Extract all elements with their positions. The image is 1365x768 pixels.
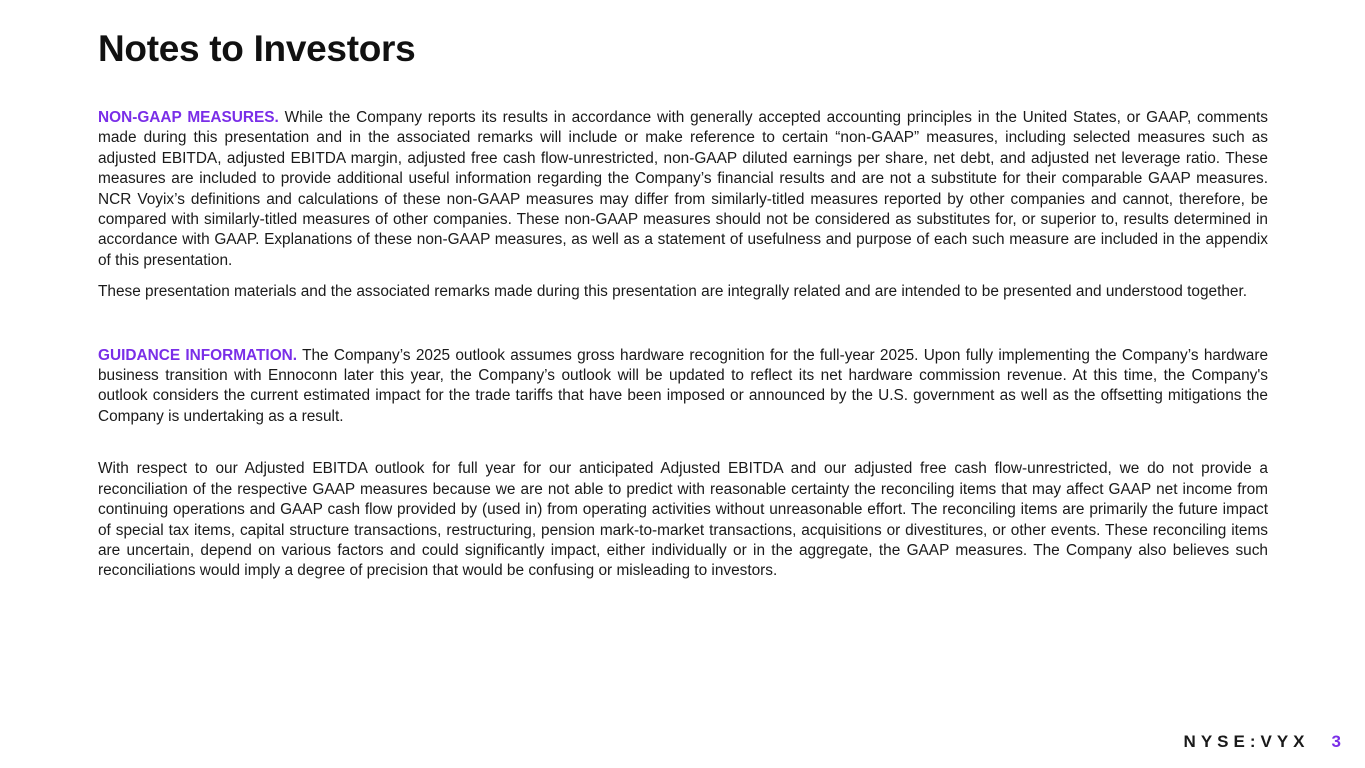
page-number: 3 [1331,732,1341,751]
reconciliation-paragraph: With respect to our Adjusted EBITDA outlook for full year for our anticipated Adjusted EBITDA and our adjusted free cash flow-unrestricted, we do not provide a reconciliation of the respective GAAP measures because we are not able to predict with reasonable certainty the reconciling items that may affect GAAP net income from continuing operations and GAAP cash flow provided by (used in) from operating activities without unreasonable effort. The reconciling items are primarily the future impact of special tax items, capital structure transactions, restructuring, pension mark-to-market transactions, acquisitions or divestitures, or other events. These reconciling items are uncertain, depend on various factors and could significantly impact, either individually or in the aggregate, the GAAP measures. The Company also believes such reconciliations would imply a degree of precision that would be confusing or misleading to investors. [98,460,1268,580]
page-title: Notes to Investors [98,28,416,69]
presentation-note-paragraph: These presentation materials and the associated remarks made during this presentation are integrally related and are intended to be presented and understood together. [98,283,1248,301]
ticker-symbol: NYSE:VYX [1183,732,1310,751]
non-gaap-body: While the Company reports its results in accordance with generally accepted accounting principles in the United States, or GAAP, comments made during this presentation and in the associated remarks will include or make reference to certain “non-GAAP” measures, including selected measures such as adjusted EBITDA, adjusted EBITDA margin, adjusted free cash flow-unrestricted, non-GAAP diluted earnings per share, net debt, and adjusted net leverage ratio. These measures are included to provide additional useful information regarding the Company’s financial results and are not a substitute for their comparable GAAP measures. NCR Voyix’s definitions and calculations of these non-GAAP measures may differ from similarly-titled measures reported by other companies and cannot, therefore, be compared with similarly-titled measures of other companies. These non-GAAP measures should not be considered as substitutes for, or superior to, results determined in accordance with GAAP. Explanations of these non-GAAP measures, as well as a statement of usefulness and purpose of each such measure are included in the appendix of this presentation. [98,109,1269,269]
notes-content [98,108,1268,582]
footer [1184,732,1341,752]
guidance-body: The Company’s 2025 outlook assumes gross hardware recognition for the full-year 2025. Upon fully implementing the Company’s hardware business transition with Ennoconn later this year, the Company’s outlook will be updated to reflect its net hardware commission revenue. At this time, the Company's outlook considers the current estimated impact for the trade tariffs that have been imposed or announced by the U.S. government as well as the offsetting mitigations the Company is undertaking as a result. [98,346,1268,425]
non-gaap-heading: NON-GAAP MEASURES. [98,109,279,126]
guidance-paragraph [98,346,1268,428]
non-gaap-paragraph [98,108,1268,271]
guidance-heading: GUIDANCE INFORMATION. [98,346,298,364]
